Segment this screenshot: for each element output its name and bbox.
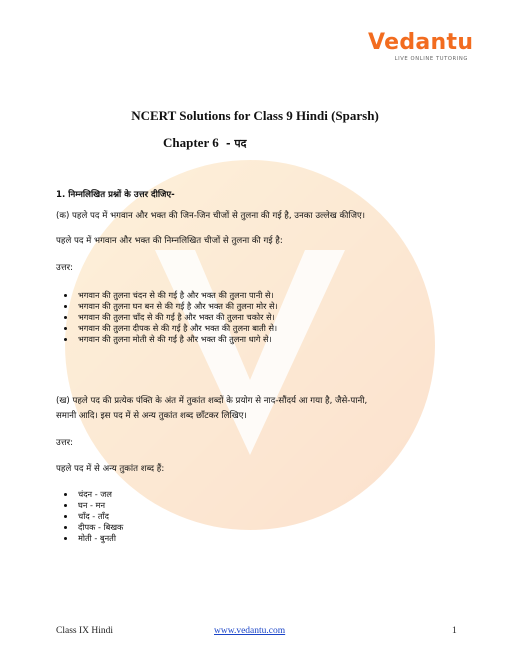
- question-heading: 1. निम्नलिखित प्रश्नों के उत्तर दीजिए-: [56, 190, 175, 200]
- comparison-list: [56, 290, 278, 345]
- list-item: • घन - मन: [76, 500, 123, 511]
- rhyme-list: [56, 489, 123, 544]
- page-title: NCERT Solutions for Class 9 Hindi (Sparsh): [131, 108, 379, 123]
- rhyme-intro: पहले पद में से अन्य तुकांत शब्द हैं:: [56, 464, 165, 474]
- list-item: • भगवान की तुलना चंदन से की गई है और भक्त की तुलना पानी से।: [76, 290, 278, 301]
- chapter-label: Chapter 6: [163, 135, 219, 150]
- chapter-name: - पद: [225, 137, 247, 150]
- list-item: • दीपक - बिखक: [76, 522, 123, 533]
- list-item: • भगवान की तुलना मोती से की गई है और भक्त की तुलना धागे से।: [76, 334, 278, 345]
- logo-tagline: LIVE ONLINE TUTORING: [394, 56, 468, 62]
- list-item: • चंदन - जल: [76, 489, 123, 500]
- list-item: • भगवान की तुलना दीपक से की गई है और भक्त की तुलना बाती से।: [76, 323, 278, 334]
- question-part-a: (क) पहले पद में भगवान और भक्त की जिन-जिन चीजों से तुलना की गई है, उनका उल्लेख कीजिए।: [56, 211, 365, 221]
- question-part-b-line2: समानी आदि। इस पद में से अन्य तुकांत शब्द छाँटकर लिखिए।: [56, 411, 247, 421]
- list-item: • भगवान की तुलना घन बन से की गई है और भक्त की तुलना मोर से।: [76, 301, 278, 312]
- list-item: • मोती - बुनती: [76, 533, 123, 544]
- list-item: • भगवान की तुलना चाँद से की गई है और भक्त की तुलना चकोर से।: [76, 312, 278, 323]
- answer-label-b: उत्तर:: [56, 438, 74, 448]
- vedantu-logo[interactable]: [368, 30, 478, 70]
- logo-wordmark: Vedantu: [368, 30, 474, 55]
- footer-website-link[interactable]: www.vedantu.com: [214, 626, 286, 636]
- page-number: 1: [452, 626, 457, 636]
- chapter-heading: [163, 135, 246, 151]
- footer-class-label: Class IX Hindi: [56, 626, 113, 636]
- answer-label-a: उत्तर:: [56, 263, 74, 273]
- list-item: • चाँद - ताँद: [76, 511, 123, 522]
- question-part-b-line1: (ख) पहले पद की प्रत्येक पंक्ति के अंत में तुकांत शब्दों के प्रयोग से नाद-सौंदर्य आ गया है, जैसे-पानी,: [56, 396, 368, 406]
- comparison-intro: पहले पद में भगवान और भक्त की निम्नलिखित चीजों से तुलना की गई है:: [56, 236, 283, 246]
